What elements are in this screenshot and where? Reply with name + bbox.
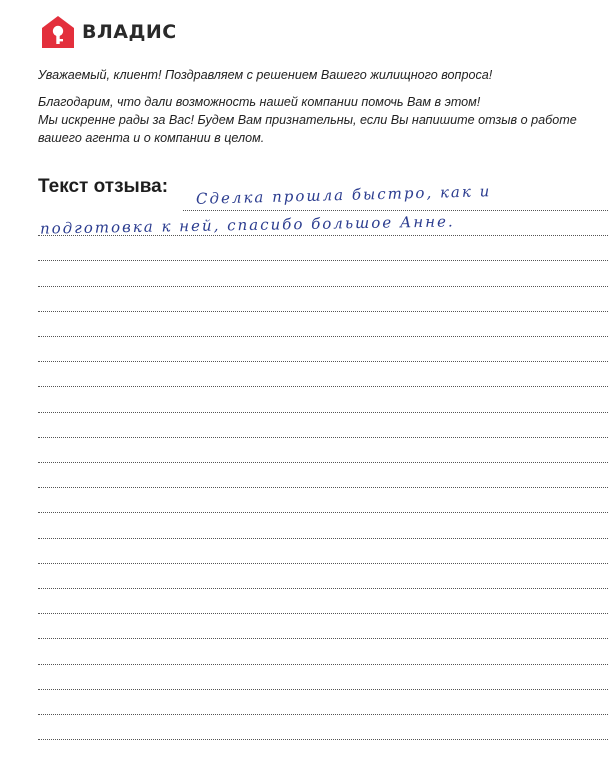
thanks-text: Благодарим, что дали возможность нашей компании помочь Вам в этом! [38,95,481,109]
writing-line [38,386,608,387]
review-title: Текст отзыва: [38,176,169,197]
writing-line [38,260,608,261]
company-name: ВЛАДИС [82,21,177,43]
writing-line [38,664,608,665]
writing-line [38,638,608,639]
writing-line [38,412,608,413]
handwritten-review-line-1: Сделка прошла быстро, как и [195,182,492,208]
writing-line [38,563,608,564]
writing-line [38,512,608,513]
writing-line [38,588,608,589]
writing-line [38,739,608,740]
request-text-cont: вашего агента и о компании в целом. [38,131,265,145]
review-lines [38,0,608,768]
writing-line [38,689,608,690]
handwritten-review-line-2: подготовка к ней, спасибо большое Анне. [39,212,455,238]
writing-line [38,462,608,463]
greeting-text: Уважаемый, клиент! Поздравляем с решением Вашего жилищного вопроса! [38,68,493,82]
request-text: Мы искренне рады за Вас! Будем Вам признательны, если Вы напишите отзыв о работе [38,113,577,127]
writing-line [38,437,608,438]
writing-line [38,286,608,287]
writing-line [38,336,608,337]
writing-line [183,210,608,211]
writing-line [38,487,608,488]
writing-line [38,613,608,614]
writing-line [38,311,608,312]
writing-line [38,538,608,539]
writing-line [38,361,608,362]
writing-line [38,714,608,715]
